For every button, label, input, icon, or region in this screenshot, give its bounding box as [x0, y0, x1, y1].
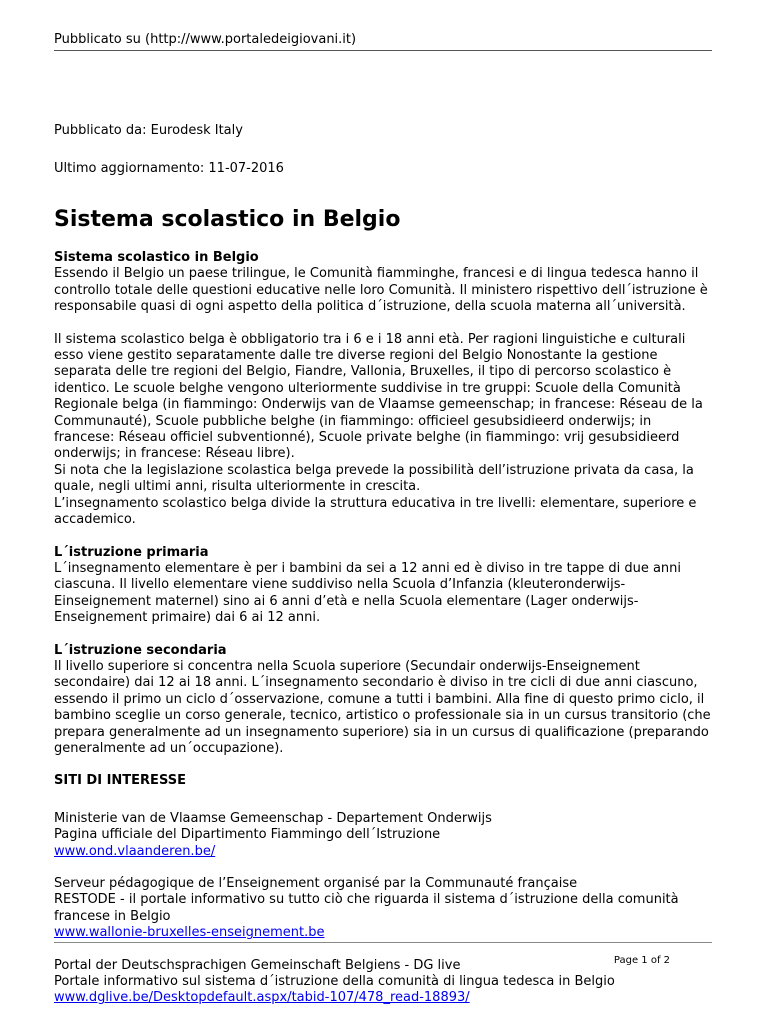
intro-section	[54, 250, 714, 316]
site-entry	[54, 811, 714, 860]
page-number: Page 1 of 2	[613, 955, 670, 966]
site-entry	[54, 876, 714, 942]
site-description: Pagina ufficiale del Dipartimento Fiammingo dell´Istruzione	[54, 827, 441, 843]
last-updated-line: Ultimo aggiornamento: 11-07-2016	[54, 161, 284, 176]
secondary-heading: L´istruzione secondaria	[54, 642, 227, 658]
primary-text: L´insegnamento elementare è per i bambini da sei a 12 anni ed è diviso in tre tappe di due anni ciascuna. Il livello elementare viene suddiviso nella Scuola d’Infanzia (kleuteronderwijs-Einseignement maternel) sino ai 6 anni d’età e nella Scuola elementare (Lager onderwijs-Enseignement primaire) dai 6 ai 12 anni.	[54, 560, 682, 626]
site-description: Portale informativo sul sistema d´istruzione della comunità di lingua tedesca in Belgio	[54, 974, 615, 990]
published-source: Pubblicato su (http://www.portaledeigiovani.it)	[54, 32, 357, 47]
site-description: RESTODE - il portale informativo su tutto ciò che riguarda il sistema d´istruzione della comunità francese in Belgio	[54, 892, 679, 924]
site-name: Serveur pédagogique de l’Enseignement organisé par la Communauté française	[54, 876, 578, 891]
primary-heading: L´istruzione primaria	[54, 544, 209, 560]
page-title: Sistema scolastico in Belgio	[54, 207, 401, 232]
publisher-line: Pubblicato da: Eurodesk Italy	[54, 123, 243, 138]
intro-text: Essendo il Belgio un paese trilingue, le Comunità fiamminghe, francesi e di lingua tedesca hanno il controllo totale delle questioni educative nelle loro Comunità. Il ministero rispettivo dell´istruzione è responsabile quasi di ogni aspetto della politica d´istruzione, della scuola materna all´università.	[54, 266, 708, 315]
system-section	[54, 332, 714, 529]
site-link[interactable]: www.wallonie-bruxelles-enseignement.be	[54, 925, 325, 941]
sites-heading: SITI DI INTERESSE	[54, 773, 186, 789]
site-name: Portal der Deutschsprachigen Gemeinschaft Belgiens - DG live	[54, 957, 461, 973]
intro-heading: Sistema scolastico in Belgio	[54, 250, 259, 265]
site-link[interactable]: www.dglive.be/Desktopdefault.aspx/tabid-107/478_read-18893/	[54, 990, 470, 1006]
system-paragraph-2: Si nota che la legislazione scolastica belga prevede la possibilità dell’istruzione privata da casa, la quale, negli ultimi anni, risulta ulteriormente in crescita.	[54, 462, 694, 495]
header-divider	[54, 50, 712, 51]
article-body	[54, 250, 714, 1023]
footer-divider	[54, 942, 712, 943]
system-paragraph-3: L’insegnamento scolastico belga divide la struttura educativa in tre livelli: elementare, superiore e accademico.	[54, 495, 697, 528]
secondary-section	[54, 643, 714, 758]
system-paragraph-1: Il sistema scolastico belga è obbligatorio tra i 6 e i 18 anni età. Per ragioni linguistiche e culturali esso viene gestito separatamente dalle tre diverse regioni del Belgio Nonostante la gestione separata delle tre regioni del Belgio, Fiandre, Vallonia, Bruxelles, il tipo di percorso scolastico è identico. Le scuole belghe vengono ulteriormente suddivise in tre gruppi: Scuole della Comunità Regionale belga (in fiammingo: Onderwijs van de Vlaamse gemeenschap; in francese: Réseau de la Communauté), Scuole pubbliche belghe (in fiammingo: officieel gesubsidieerd onderwijs; in francese: Réseau officiel subventionné), Scuole private belghe (in fiammingo: vrij gesubsidieerd onderwijs; in francese: Réseau libre).	[54, 331, 703, 462]
secondary-text: Il livello superiore si concentra nella Scuola superiore (Secundair onderwijs-Enseignement secondaire) dai 12 ai 18 anni. L´insegnamento secondario è diviso in tre cicli di due anni ciascuno, essendo il primo un ciclo d´osservazione, comune a tutti i bambini. Alla fine di questo primo ciclo, il bambino sceglie un corso generale, tecnico, artistico o professionale sia in un cursus transitorio (che prepara generalmente ad un insegnamento superiore) sia in un cursus di qualificazione (preparando generalmente ad un´occupazione).	[54, 658, 711, 756]
site-link[interactable]: www.ond.vlaanderen.be/	[54, 843, 216, 859]
primary-section	[54, 545, 714, 627]
site-name: Ministerie van de Vlaamse Gemeenschap - Departement Onderwijs	[54, 810, 492, 826]
